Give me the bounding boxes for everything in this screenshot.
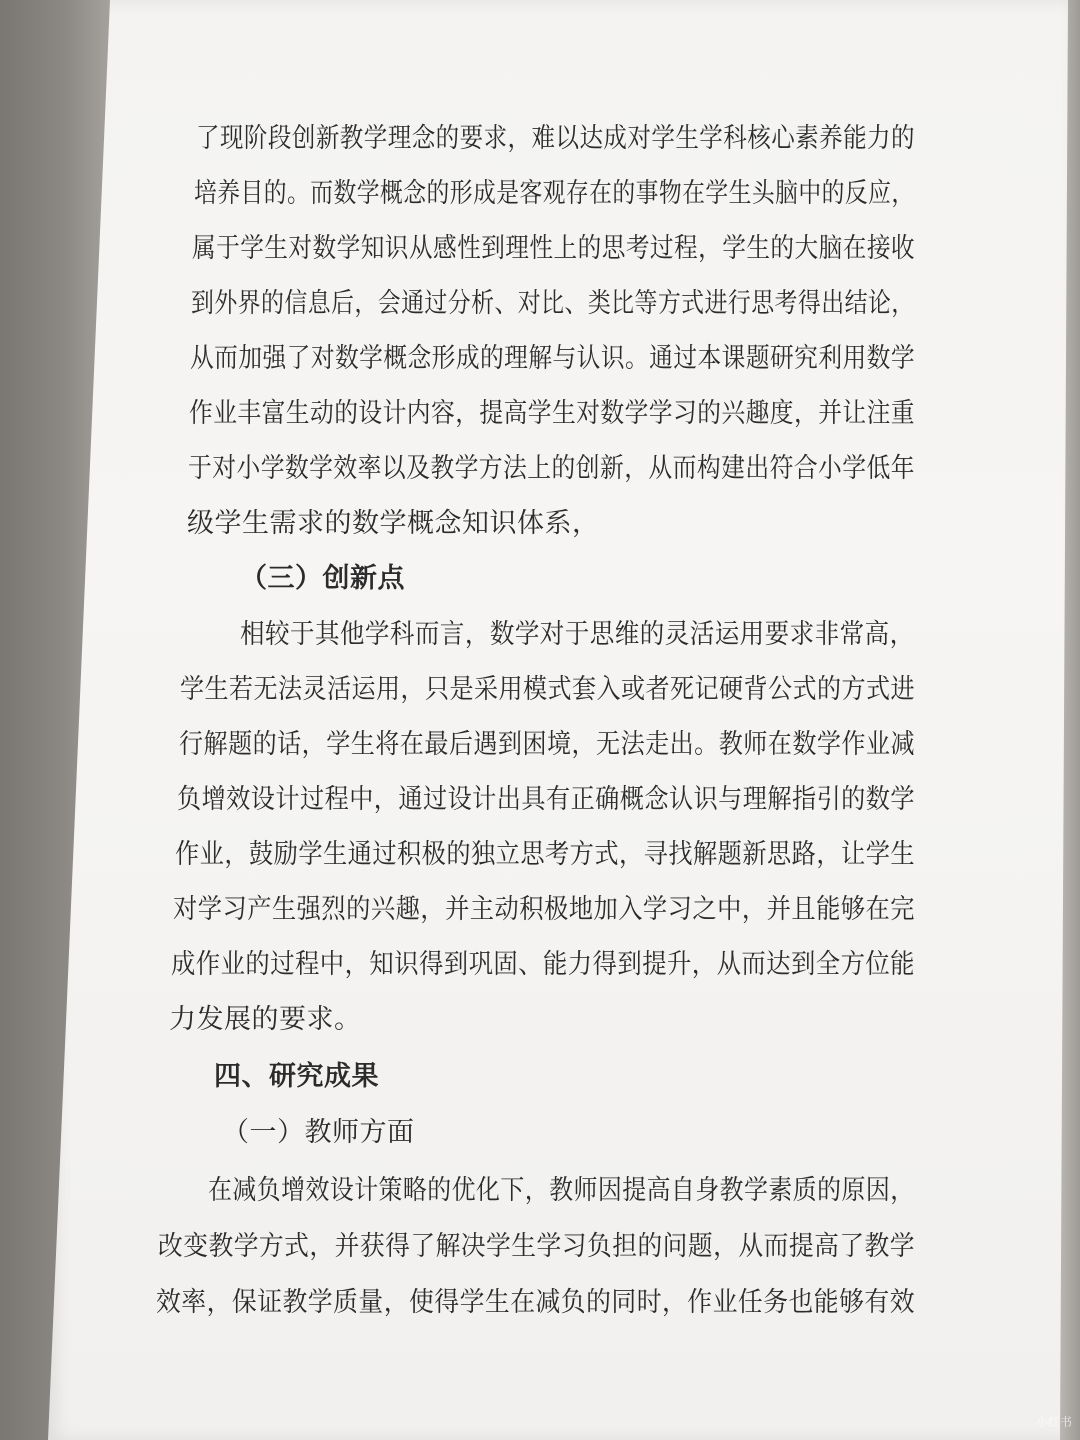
section-heading-results: 四、研究成果 [214, 1061, 379, 1092]
body-line: 作业，鼓励学生通过积极的独立思考方式，寻找解题新思路，让学生 [175, 839, 916, 870]
body-line: 作业丰富生动的设计内容，提高学生对数学学习的兴趣度，并让注重 [189, 398, 915, 429]
body-line: 行解题的话，学生将在最后遇到困境，无法走出。教师在数学作业减 [179, 729, 915, 760]
body-line: 于对小学数学效率以及教学方法上的创新，从而构建出符合小学低年 [188, 453, 915, 484]
body-line: 效率，保证教学质量，使得学生在减负的同时，作业任务也能够有效 [156, 1287, 915, 1318]
body-line: 到外界的信息后，会通过分析、对比、类比等方式进行思考得出结论， [191, 288, 915, 319]
body-line: 了现阶段创新教学理念的要求，难以达成对学生学科核心素养能力的 [196, 123, 915, 154]
body-line: 改变教学方式，并获得了解决学生学习负担的问题，从而提高了教学 [158, 1231, 916, 1262]
body-line: 负增效设计过程中，通过设计出具有正确概念认识与理解指引的数学 [177, 784, 915, 815]
body-line: 力发展的要求。 [169, 1004, 362, 1035]
body-line: 级学生需求的数学概念知识体系， [187, 508, 600, 539]
subsection-heading-teachers: （一）教师方面 [222, 1117, 415, 1148]
body-line: 培养目的。而数学概念的形成是客观存在的事物在学生头脑中的反应， [194, 178, 915, 209]
body-line: 从而加强了对数学概念形成的理解与认识。通过本课题研究利用数学 [190, 343, 916, 374]
body-line: 属于学生对数学知识从感性到理性上的思考过程，学生的大脑在接收 [192, 233, 916, 264]
body-line: 在减负增效设计策略的优化下，教师因提高自身教学素质的原因， [208, 1175, 915, 1206]
watermark: 小红书 [1035, 1415, 1072, 1429]
body-line: 成作业的过程中，知识得到巩固、能力得到提升，从而达到全方位能 [171, 949, 915, 980]
body-line: 学生若无法灵活运用，只是采用模式套入或者死记硬背公式的方式进 [180, 674, 915, 705]
body-line: 相较于其他学科而言，数学对于思维的灵活运用要求非常高， [240, 619, 915, 650]
body-line: 对学习产生强烈的兴趣，并主动积极地加入学习之中，并且能够在完 [173, 894, 916, 925]
section-heading-innovation: （三）创新点 [240, 563, 405, 594]
